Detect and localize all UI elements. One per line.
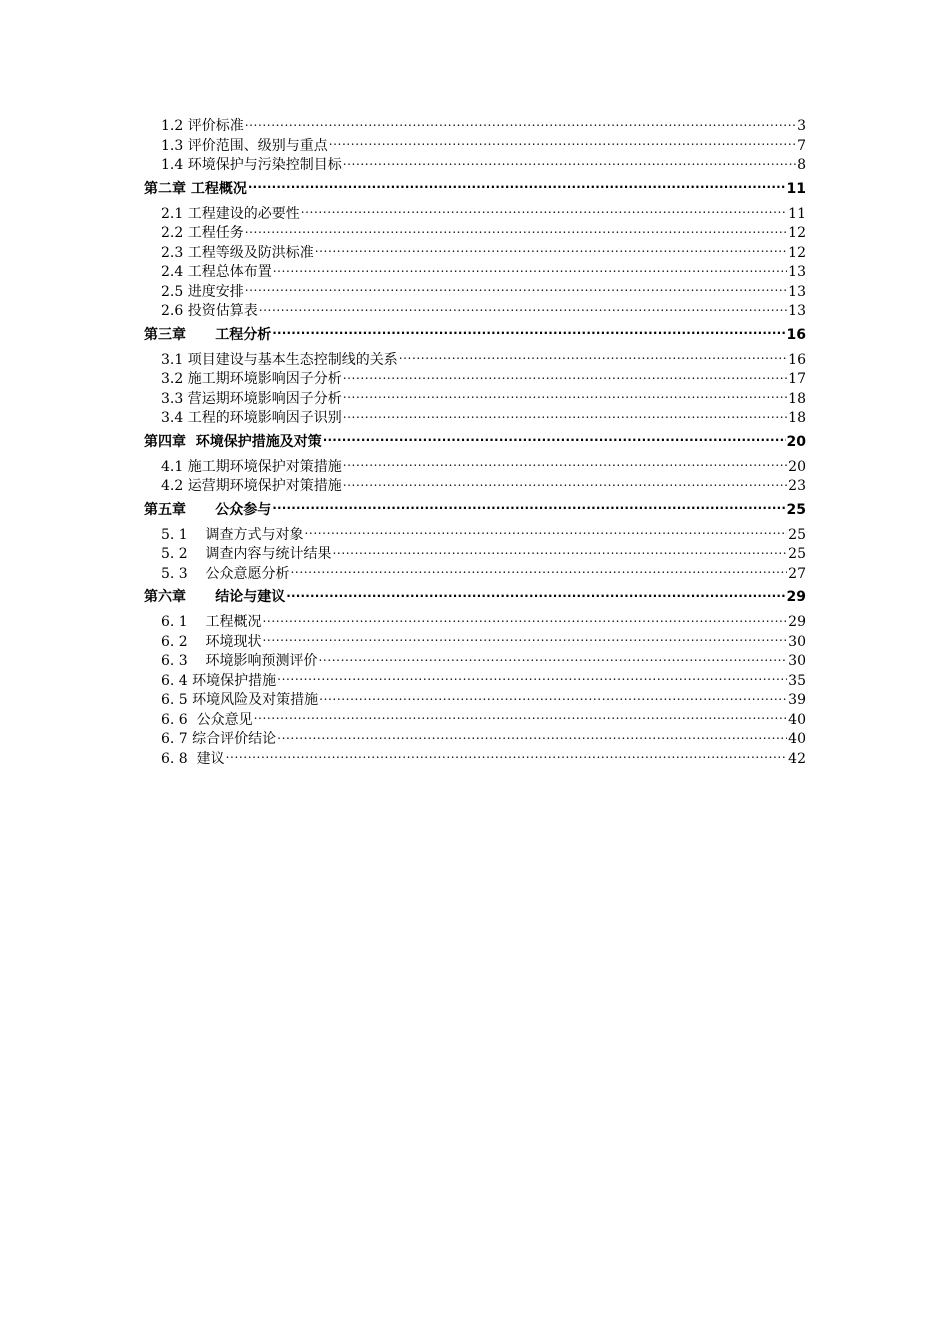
toc-entry-label: 4.2 运营期环境保护对策措施	[161, 478, 342, 494]
toc-entry-4-2[interactable]	[144, 476, 806, 496]
toc-page-number: 18	[788, 410, 806, 426]
toc-page-number: 13	[788, 283, 806, 300]
toc-entry-3-1[interactable]	[144, 350, 806, 370]
toc-entry-label: 6. 1 工程概况	[161, 614, 262, 630]
toc-page-number: 25	[788, 546, 806, 562]
toc-entry-label: 5. 3 公众意愿分析	[161, 565, 290, 582]
toc-entry-3-3[interactable]	[144, 389, 806, 409]
toc-dot-leader	[323, 432, 786, 446]
toc-page-number: 11	[786, 180, 806, 197]
toc-page-number: 20	[788, 458, 806, 475]
toc-page-number: 35	[788, 672, 806, 689]
toc-entry-label: 1.2 评价标准	[161, 118, 244, 134]
toc-dot-leader	[254, 710, 788, 724]
toc-dot-leader	[245, 282, 787, 296]
toc-page-number: 13	[788, 303, 806, 319]
toc-entry-label: 6. 4 环境保护措施	[161, 672, 277, 689]
toc-dot-leader	[272, 325, 785, 339]
toc-entry-label: 6. 2 环境现状	[161, 633, 262, 650]
toc-page-number: 12	[788, 225, 806, 241]
toc-entry-6-2[interactable]	[144, 632, 806, 652]
toc-page-number: 42	[788, 750, 806, 767]
toc-dot-leader	[343, 408, 787, 422]
toc-entry-label: 6. 8 建议	[161, 750, 225, 767]
toc-dot-leader	[305, 525, 788, 539]
toc-dot-leader	[273, 262, 787, 276]
toc-page-number: 29	[788, 614, 806, 630]
toc-entry-6-1[interactable]	[144, 612, 806, 632]
toc-page-number: 3	[797, 118, 806, 134]
toc-entry-label: 4.1 施工期环境保护对策措施	[161, 458, 342, 475]
toc-page-number: 40	[788, 711, 806, 728]
toc-page-number: 25	[786, 501, 806, 518]
toc-dot-leader	[343, 155, 796, 169]
toc-entry-label: 3.1 项目建设与基本生态控制线的关系	[161, 351, 398, 368]
toc-entry-6-3[interactable]	[144, 651, 806, 671]
toc-dot-leader	[399, 350, 787, 364]
toc-dot-leader	[277, 671, 787, 685]
toc-chapter-label: 第五章 公众参与	[144, 501, 272, 518]
toc-page-number: 39	[788, 692, 806, 708]
toc-dot-leader	[319, 690, 787, 704]
toc-dot-leader	[315, 243, 787, 257]
toc-entry-label: 5. 2 调查内容与统计结果	[161, 546, 332, 562]
toc-page-number: 13	[788, 264, 806, 280]
toc-chapter-label: 第六章 结论与建议	[144, 589, 286, 605]
toc-entry-label: 3.4 工程的环境影响因子识别	[161, 410, 342, 426]
toc-entry-3-2[interactable]	[144, 369, 806, 389]
toc-chapter-label: 第二章 工程概况	[144, 180, 247, 197]
toc-dot-leader	[343, 457, 787, 471]
toc-entry-1-3[interactable]	[144, 136, 806, 156]
toc-page-number: 27	[788, 565, 806, 582]
toc-entry-label: 2.2 工程任务	[161, 225, 244, 241]
toc-chapter-3[interactable]	[144, 325, 806, 345]
toc-page-number: 25	[788, 526, 806, 543]
toc-dot-leader	[319, 651, 788, 665]
toc-dot-leader	[263, 632, 788, 646]
toc-entry-1-2[interactable]	[144, 116, 806, 136]
toc-dot-leader	[226, 749, 788, 763]
toc-entry-3-4[interactable]	[144, 408, 806, 428]
toc-page-number: 30	[788, 633, 806, 650]
toc-entry-label: 1.3 评价范围、级别与重点	[161, 137, 328, 154]
toc-entry-1-4[interactable]	[144, 155, 806, 175]
toc-dot-leader	[259, 301, 787, 315]
toc-entry-label: 6. 5 环境风险及对策措施	[161, 692, 319, 708]
toc-dot-leader	[343, 389, 787, 403]
toc-entry-2-1[interactable]	[144, 204, 806, 224]
toc-entry-label: 1.4 环境保护与污染控制目标	[161, 157, 342, 173]
toc-chapter-5[interactable]	[144, 500, 806, 520]
toc-entry-label: 2.5 进度安排	[161, 283, 244, 300]
toc-entry-2-3[interactable]	[144, 243, 806, 263]
toc-dot-leader	[245, 223, 787, 237]
toc-page-number: 11	[788, 205, 806, 222]
toc-page-number: 12	[788, 244, 806, 261]
toc-entry-6-8[interactable]	[144, 749, 806, 769]
toc-dot-leader	[245, 116, 796, 130]
toc-entry-label: 3.2 施工期环境影响因子分析	[161, 371, 342, 387]
toc-entry-6-6[interactable]	[144, 710, 806, 730]
toc-page-number: 23	[788, 478, 806, 494]
toc-page-number: 18	[788, 390, 806, 407]
toc-page-number: 29	[786, 589, 806, 605]
toc-entry-label: 2.6 投资估算表	[161, 303, 258, 319]
toc-page-number: 40	[788, 731, 806, 747]
toc-entry-label: 2.4 工程总体布置	[161, 264, 272, 280]
toc-dot-leader	[301, 204, 787, 218]
toc-entry-label: 2.3 工程等级及防洪标准	[161, 244, 314, 261]
toc-chapter-label: 第四章 环境保护措施及对策	[144, 433, 322, 450]
toc-page-number: 17	[788, 371, 806, 387]
toc-dot-leader	[263, 612, 788, 626]
toc-entry-label: 6. 6 公众意见	[161, 711, 253, 728]
table-of-contents	[144, 116, 806, 768]
toc-entry-5-1[interactable]	[144, 525, 806, 545]
toc-entry-2-2[interactable]	[144, 223, 806, 243]
toc-chapter-4[interactable]	[144, 432, 806, 452]
toc-dot-leader	[277, 729, 787, 743]
toc-entry-6-5[interactable]	[144, 690, 806, 710]
toc-page-number: 16	[786, 326, 806, 343]
toc-entry-2-5[interactable]	[144, 282, 806, 302]
toc-dot-leader	[343, 476, 787, 490]
toc-entry-label: 3.3 营运期环境影响因子分析	[161, 390, 342, 407]
toc-dot-leader	[291, 564, 788, 578]
toc-entry-label: 5. 1 调查方式与对象	[161, 526, 304, 543]
toc-entry-label: 6. 3 环境影响预测评价	[161, 653, 318, 669]
toc-dot-leader	[286, 587, 785, 601]
toc-entry-5-2[interactable]	[144, 544, 806, 564]
toc-dot-leader	[272, 500, 785, 514]
toc-dot-leader	[333, 544, 788, 558]
toc-entry-4-1[interactable]	[144, 457, 806, 477]
toc-page-number: 7	[797, 137, 806, 154]
toc-entry-label: 2.1 工程建设的必要性	[161, 205, 300, 222]
toc-entry-6-4[interactable]	[144, 671, 806, 691]
toc-chapter-6[interactable]	[144, 587, 806, 607]
toc-page-number: 20	[786, 433, 806, 450]
toc-chapter-label: 第三章 工程分析	[144, 326, 272, 343]
toc-entry-2-4[interactable]	[144, 262, 806, 282]
toc-entry-5-3[interactable]	[144, 564, 806, 584]
toc-dot-leader	[329, 136, 796, 150]
toc-entry-label: 6. 7 综合评价结论	[161, 731, 277, 747]
toc-dot-leader	[343, 369, 787, 383]
toc-page-number: 16	[788, 351, 806, 368]
toc-page-number: 30	[788, 653, 806, 669]
toc-entry-6-7[interactable]	[144, 729, 806, 749]
toc-chapter-2[interactable]	[144, 179, 806, 199]
toc-entry-2-6[interactable]	[144, 301, 806, 321]
toc-page-number: 8	[797, 157, 806, 173]
toc-dot-leader	[248, 179, 786, 193]
